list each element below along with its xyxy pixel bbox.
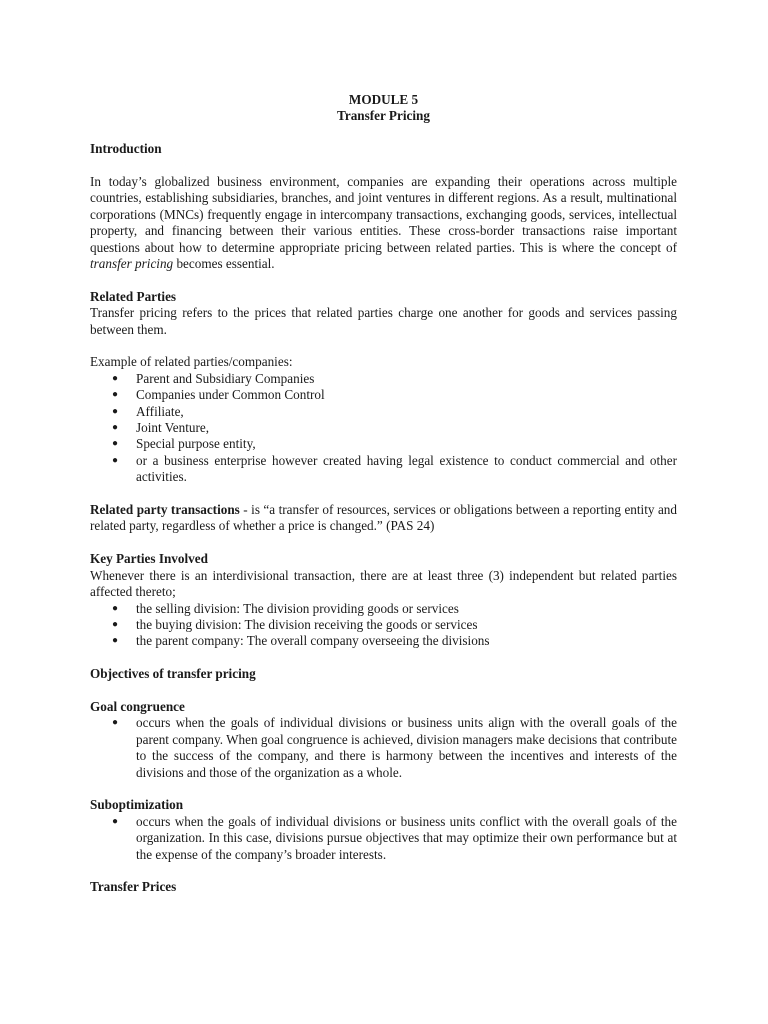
list-item: ● the buying division: The division receiving the goods or services <box>112 616 478 632</box>
key-parties-heading: Key Parties Involved <box>90 551 208 567</box>
bullet-icon: ● <box>112 635 119 647</box>
related-parties-examples-list <box>90 371 677 486</box>
bullet-icon: ● <box>112 618 119 630</box>
bullet-icon: ● <box>112 454 119 466</box>
related-parties-heading: Related Parties <box>90 288 177 304</box>
list-item: ● occurs when the goals of individual divisions or business units conflict with the overall goals of the organization. In this case, divisions pursue objectives that may optimize their own performance but at the expense of the company’s broader interests. <box>112 813 677 862</box>
key-parties-list <box>90 601 677 650</box>
list-item: ● occurs when the goals of individual divisions or business units align with the overall goals of the parent company. When goal congruence is achieved, division managers make decisions that contribute to the success of the company, and there is harmony between the incentives and interests of the divisions and those of the organization as a whole. <box>112 715 677 780</box>
examples-label: Example of related parties/companies: <box>90 354 293 370</box>
bullet-icon: ● <box>112 422 119 434</box>
bullet-icon: ● <box>112 717 119 729</box>
bullet-icon: ● <box>112 405 119 417</box>
bullet-icon: ● <box>112 438 119 450</box>
suboptimization-heading: Suboptimization <box>90 797 184 813</box>
list-item: ● the selling division: The division providing goods or services <box>112 600 459 616</box>
introduction-paragraph: In today’s globalized business environment, companies are expanding their operations across multiple countries, establishing subsidiaries, branches, and joint ventures in different regions. As a result, multinational corporations (MNCs) frequently engage in intercompany transactions, exchanging goods, services, intellectual property, and financing between their various entities. These cross-border transactions raise important questions about how to determine appropriate pricing between related parties. This is where the concept of transfer pricing becomes essential. <box>90 174 677 272</box>
bullet-icon: ● <box>112 372 119 384</box>
objectives-heading: Objectives of transfer pricing <box>90 666 256 682</box>
list-item: ● Affiliate, <box>112 403 184 419</box>
goal-congruence-heading: Goal congruence <box>90 698 185 714</box>
bullet-icon: ● <box>112 389 119 401</box>
key-parties-paragraph: Whenever there is an interdivisional transaction, there are at least three (3) independent but related parties affected thereto; <box>90 567 677 600</box>
list-item: ● Joint Venture, <box>112 420 210 436</box>
bullet-icon: ● <box>112 815 119 827</box>
related-party-transactions-paragraph: Related party transactions - is “a transfer of resources, services or obligations between a reporting entity and related party, regardless of whether a price is changed.” (PAS 24) <box>90 502 677 534</box>
document-page <box>90 92 677 896</box>
suboptimization-list <box>90 814 677 863</box>
transfer-pricing-emphasis: transfer pricing <box>90 256 174 272</box>
list-item: ● Companies under Common Control <box>112 387 325 403</box>
goal-congruence-list <box>90 715 677 781</box>
list-item: ● Parent and Subsidiary Companies <box>112 370 315 386</box>
transfer-prices-heading: Transfer Prices <box>90 879 177 895</box>
list-item: ● the parent company: The overall company overseeing the divisions <box>112 633 490 649</box>
list-item: ● or a business enterprise however created having legal existence to conduct commercial and other activities. <box>112 452 677 485</box>
module-number: MODULE 5 <box>348 92 419 107</box>
introduction-heading: Introduction <box>90 141 162 157</box>
bullet-icon: ● <box>112 602 119 614</box>
related-party-transactions-term: Related party transactions <box>90 502 240 518</box>
module-title: Transfer Pricing <box>337 108 430 124</box>
list-item: ● Special purpose entity, <box>112 436 256 452</box>
related-parties-definition: Transfer pricing refers to the prices that related parties charge one another for goods and services passing between them. <box>90 305 677 337</box>
